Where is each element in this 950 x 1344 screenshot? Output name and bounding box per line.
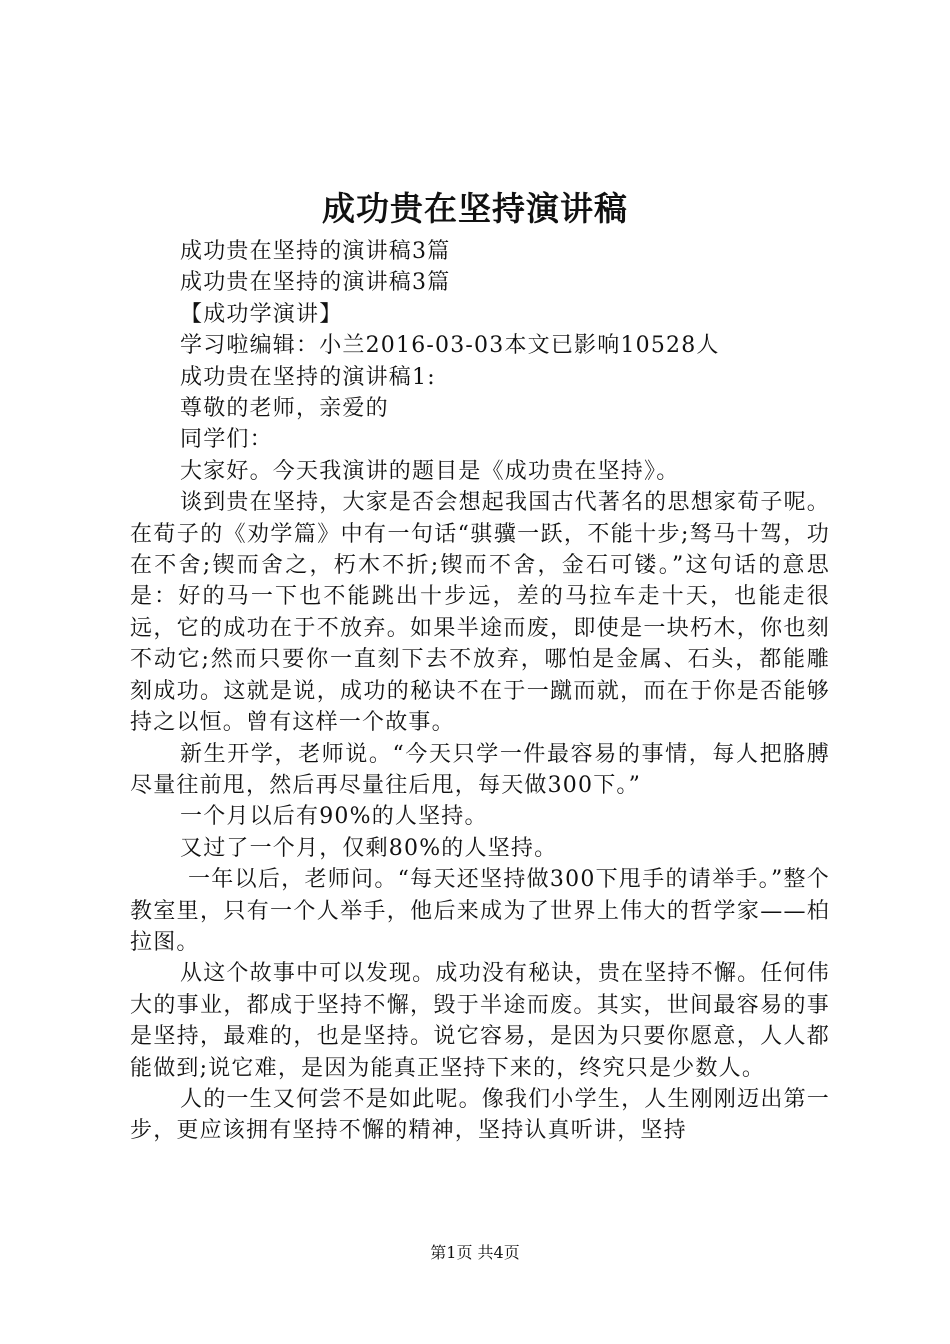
- paragraph-xunzi: 谈到贵在坚持，大家是否会想起我国古代著名的思想家荀子呢。在荀子的《劝学篇》中有一句话“骐骥一跃，不能十步;驽马十驾，功在不舍;锲而舍之，朽木不折;锲而不舍，金石可镂。”这句话的意思是：好的马一下也不能跳出十步远，差的马拉车走十天，也能走很远，它的成功在于不放弃。如果半途而废，即使是一块朽木，你也刻不动它;然而只要你一直刻下去不放弃，哪怕是金属、石头，都能雕刻成功。这就是说，成功的秘诀不在于一蹴而就，而在于你是否能够持之以恒。曾有这样一个故事。: [130, 490, 830, 736]
- paragraph-editor-info: 学习啦编辑：小兰2016-03-03本文已影响10528人: [180, 333, 720, 359]
- paragraph-subtitle-1: 成功贵在坚持的演讲稿3篇: [180, 239, 451, 264]
- document-body: [130, 236, 830, 1147]
- paragraph-intro: 大家好。今天我演讲的题目是《成功贵在坚持》。: [180, 458, 680, 484]
- paragraph-greeting-1: 尊敬的老师，亲爱的: [180, 396, 389, 422]
- page-footer: 第1页 共4页: [430, 1243, 520, 1262]
- paragraph-greeting-2: 同学们：: [180, 427, 273, 453]
- paragraph-category: 【成功学演讲】: [180, 301, 343, 327]
- paragraph-one-year: 一年以后，老师问。“每天还坚持做300下甩手的请举手。”整个教室里，只有一个人举手，他后来成为了世界上伟大的哲学家——柏拉图。: [130, 867, 830, 955]
- paragraph-new-term: 新生开学，老师说。“今天只学一件最容易的事情，每人把胳膊尽量往前甩，然后再尽量往后甩，每天做300下。”: [130, 741, 830, 798]
- paragraph-one-month: 一个月以后有90%的人坚持。: [180, 804, 488, 830]
- paragraph-subtitle-2: 成功贵在坚持的演讲稿3篇: [180, 270, 451, 296]
- paragraph-speech-heading: 成功贵在坚持的演讲稿1:: [180, 364, 436, 390]
- paragraph-lesson: 从这个故事中可以发现。成功没有秘诀，贵在坚持不懈。任何伟大的事业，都成于坚持不懈，毁于半途而废。其实，世间最容易的事是坚持，最难的，也是坚持。说它容易，是因为只要你愿意，人人都能做到;说它难，是因为能真正坚持下来的，终究只是少数人。: [130, 961, 830, 1081]
- document-title: 成功贵在坚持演讲稿: [322, 189, 628, 228]
- paragraph-two-months: 又过了一个月，仅剩80%的人坚持。: [180, 835, 558, 861]
- paragraph-life: 人的一生又何尝不是如此呢。像我们小学生，人生刚刚迈出第一步，更应该拥有坚持不懈的精神，坚持认真听讲，坚持: [130, 1086, 830, 1144]
